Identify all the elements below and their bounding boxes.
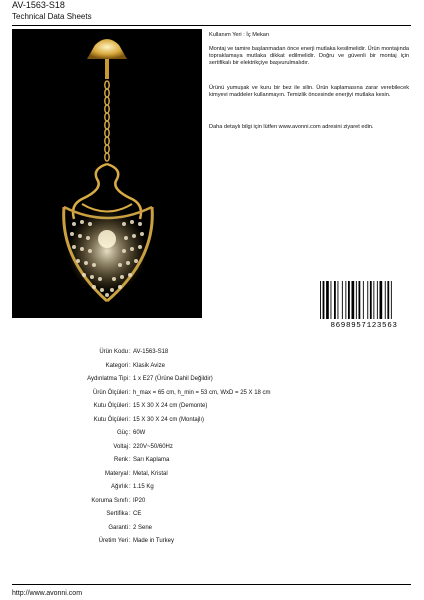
spec-label: Güç [116,430,128,436]
spec-colon: : [129,524,131,531]
spec-label: Ürün Kodu [99,349,128,355]
barcode-bar [320,281,321,319]
barcode-bar [359,281,361,319]
spec-colon: : [129,443,131,450]
barcode [319,281,409,329]
spec-row [60,441,360,455]
barcode-bar [345,281,346,319]
spec-value: 1 x E27 (Ürüne Dahil Değildir) [133,376,213,382]
spec-value: Metal, Kristal [133,470,168,477]
spec-label: Aydınlatma Tipi [87,376,128,382]
spec-colon: : [129,362,131,369]
spec-row [60,400,360,414]
spec-row [60,508,360,522]
spec-colon: : [129,416,131,423]
product-code-title: AV-1563-S18 [12,0,65,10]
barcode-bar [391,281,392,319]
spec-colon: : [129,497,131,504]
spec-colon: : [129,538,131,544]
barcode-bar [380,281,383,319]
spec-colon: : [129,511,131,517]
spec-row [60,346,360,360]
spec-value: 1.15 Kg [133,484,154,490]
spec-label: Kutu Ölçüleri [93,416,128,423]
spec-row [60,495,360,509]
barcode-bar [373,281,374,319]
barcode-bar [352,281,355,319]
spec-label: Ürün Ölçüleri [92,389,128,396]
barcode-bar [348,281,350,319]
usage-location: Kullanım Yeri : İç Mekan [209,32,270,38]
barcode-bar [338,281,339,319]
spec-value: CE [133,511,142,517]
spec-colon: : [129,430,131,436]
barcode-bar [387,281,389,319]
spec-value: 220V~50/60Hz [133,443,173,450]
spec-colon: : [129,349,131,355]
spec-label: Üretim Yeri [98,538,128,544]
spec-value: Made in Turkey [133,538,175,544]
barcode-bar [356,281,357,319]
spec-label: Koruma Sınıfı [91,497,128,504]
spec-label: Ağırlık [110,484,128,490]
spec-value: 60W [133,430,146,436]
spec-value: AV-1563-S18 [133,349,169,355]
spec-colon: : [129,389,131,396]
spec-label: Sertifika [106,511,128,517]
spec-value: 2 Sene [133,524,153,531]
barcode-bar [331,281,332,319]
barcode-bar [342,281,343,319]
footer-divider [12,584,411,585]
spec-value: 15 X 30 X 24 cm (Montajlı) [133,416,205,423]
spec-value: 15 X 30 X 24 cm (Demonte) [133,403,208,409]
spec-label: Voltaj [113,443,128,450]
spec-colon: : [129,457,131,463]
spec-row [60,427,360,441]
barcode-bar [326,281,329,319]
spec-table [60,346,360,549]
website-paragraph: Daha detaylı bilgi için lütfen www.avonni.com adresini ziyaret edin. [209,124,374,130]
spec-label: Garanti [108,524,128,531]
spec-value: Klasik Avize [133,362,165,369]
spec-colon: : [129,403,131,409]
barcode-number: 8698957123563 [330,322,398,329]
barcode-bar [370,281,372,319]
barcode-bar [377,281,378,319]
spec-colon: : [129,376,131,382]
footer-url: http://www.avonni.com [12,590,83,597]
spec-value: IP20 [133,497,146,504]
page-subtitle: Technical Data Sheets [12,12,92,21]
barcode-bar [334,281,336,319]
spec-label: Kutu Ölçüleri [93,403,128,409]
spec-row [60,414,360,428]
barcode-bar [323,281,325,319]
barcode-bar [363,281,364,319]
product-photo [12,29,202,318]
spec-label: Renk [113,457,128,463]
header-divider [12,25,411,26]
spec-row [60,373,360,387]
spec-row [60,522,360,536]
barcode-bar [385,281,386,319]
barcode-bar [367,281,368,319]
spec-row [60,454,360,468]
spec-row [60,468,360,482]
safety-paragraph: Montaj ve tamire başlanmadan önce enerji mutlaka kesilmelidir. Ürün montajında topraklamaya mutlaka dikkat edilmelidir. Doğru ve güvenli bir montaj için sertifikalı bir elektrikçiye başvurulmalıdır. [209,46,409,67]
chandelier-illustration [12,29,202,318]
spec-colon: : [129,470,131,477]
barcode-graphic [319,281,409,329]
spec-row [60,387,360,401]
spec-row [60,360,360,374]
cleaning-paragraph: Ürünü yumuşak ve kuru bir bez ile silin. Ürün kaplamasına zarar verebilecek kimyevi maddeler kullanmayın. Temizlik öncesinde enerjiyi mutlaka kesin. [209,85,409,99]
spec-label: Materyal [104,470,128,477]
spec-label: Kategori [105,362,128,369]
spec-row [60,535,360,549]
spec-row [60,481,360,495]
spec-colon: : [129,484,131,490]
spec-value: Sarı Kaplama [133,457,170,463]
spec-value: h_max = 65 cm, h_min = 53 cm, WxD = 25 X 18 cm [133,389,271,396]
